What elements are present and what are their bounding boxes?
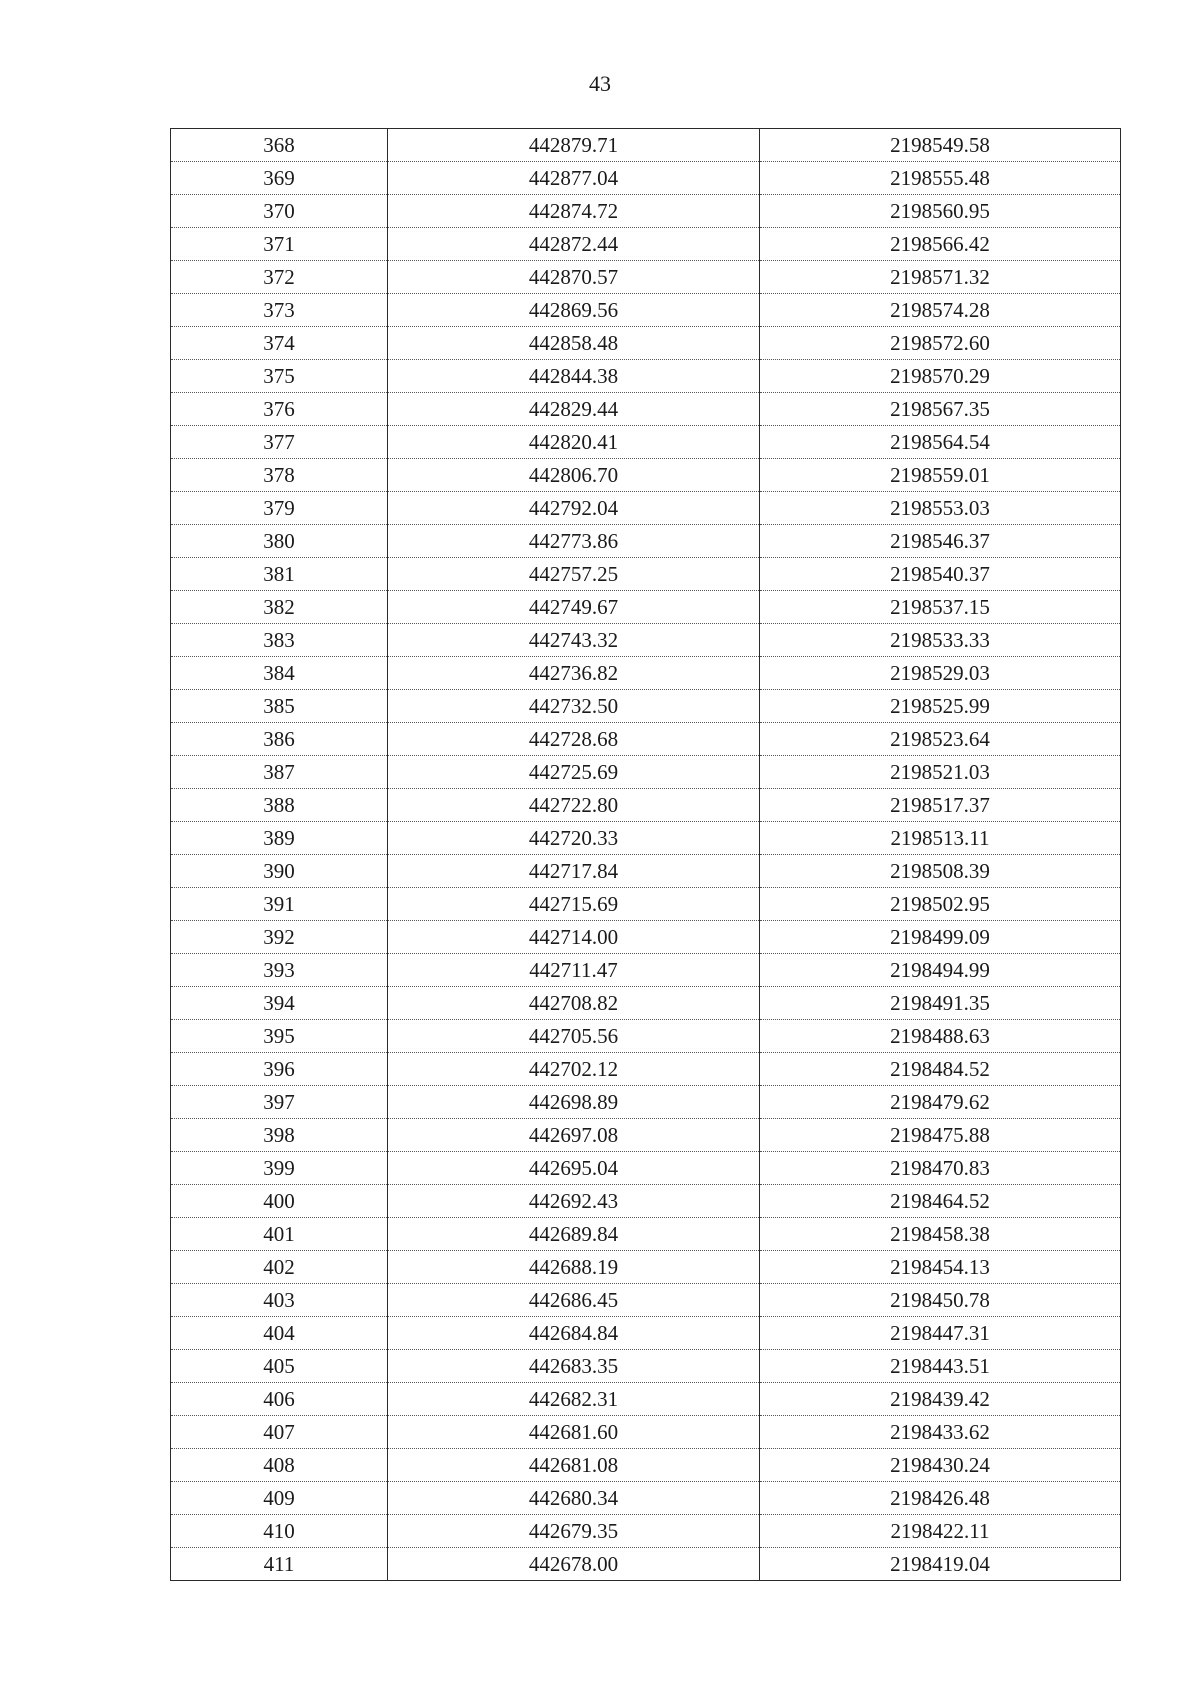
table-row [171, 591, 1121, 624]
x-coordinate-cell: 442697.08 [388, 1119, 760, 1152]
y-coordinate-cell: 2198559.01 [760, 459, 1121, 492]
y-coordinate-cell: 2198513.11 [760, 822, 1121, 855]
y-coordinate-cell: 2198499.09 [760, 921, 1121, 954]
table-row [171, 492, 1121, 525]
table-row [171, 1152, 1121, 1185]
x-coordinate-cell: 442844.38 [388, 360, 760, 393]
x-coordinate-cell: 442743.32 [388, 624, 760, 657]
table-row [171, 459, 1121, 492]
y-coordinate-cell: 2198422.11 [760, 1515, 1121, 1548]
point-number-cell: 381 [171, 558, 388, 591]
x-coordinate-cell: 442681.60 [388, 1416, 760, 1449]
point-number-cell: 388 [171, 789, 388, 822]
point-number-cell: 382 [171, 591, 388, 624]
x-coordinate-cell: 442879.71 [388, 129, 760, 162]
y-coordinate-cell: 2198555.48 [760, 162, 1121, 195]
x-coordinate-cell: 442757.25 [388, 558, 760, 591]
y-coordinate-cell: 2198450.78 [760, 1284, 1121, 1317]
x-coordinate-cell: 442682.31 [388, 1383, 760, 1416]
y-coordinate-cell: 2198488.63 [760, 1020, 1121, 1053]
table-row [171, 756, 1121, 789]
point-number-cell: 407 [171, 1416, 388, 1449]
x-coordinate-cell: 442872.44 [388, 228, 760, 261]
y-coordinate-cell: 2198484.52 [760, 1053, 1121, 1086]
y-coordinate-cell: 2198537.15 [760, 591, 1121, 624]
point-number-cell: 386 [171, 723, 388, 756]
x-coordinate-cell: 442736.82 [388, 657, 760, 690]
table-row [171, 888, 1121, 921]
x-coordinate-cell: 442829.44 [388, 393, 760, 426]
table-row [171, 1086, 1121, 1119]
point-number-cell: 377 [171, 426, 388, 459]
x-coordinate-cell: 442695.04 [388, 1152, 760, 1185]
y-coordinate-cell: 2198525.99 [760, 690, 1121, 723]
point-number-cell: 403 [171, 1284, 388, 1317]
y-coordinate-cell: 2198571.32 [760, 261, 1121, 294]
x-coordinate-cell: 442870.57 [388, 261, 760, 294]
y-coordinate-cell: 2198470.83 [760, 1152, 1121, 1185]
point-number-cell: 378 [171, 459, 388, 492]
x-coordinate-cell: 442683.35 [388, 1350, 760, 1383]
y-coordinate-cell: 2198426.48 [760, 1482, 1121, 1515]
table-row [171, 360, 1121, 393]
x-coordinate-cell: 442732.50 [388, 690, 760, 723]
point-number-cell: 398 [171, 1119, 388, 1152]
table-row [171, 1020, 1121, 1053]
y-coordinate-cell: 2198475.88 [760, 1119, 1121, 1152]
point-number-cell: 391 [171, 888, 388, 921]
x-coordinate-cell: 442717.84 [388, 855, 760, 888]
y-coordinate-cell: 2198553.03 [760, 492, 1121, 525]
y-coordinate-cell: 2198567.35 [760, 393, 1121, 426]
y-coordinate-cell: 2198491.35 [760, 987, 1121, 1020]
x-coordinate-cell: 442681.08 [388, 1449, 760, 1482]
x-coordinate-cell: 442680.34 [388, 1482, 760, 1515]
x-coordinate-cell: 442688.19 [388, 1251, 760, 1284]
table-row [171, 789, 1121, 822]
point-number-cell: 390 [171, 855, 388, 888]
x-coordinate-cell: 442708.82 [388, 987, 760, 1020]
table-row [171, 1383, 1121, 1416]
point-number-cell: 372 [171, 261, 388, 294]
y-coordinate-cell: 2198502.95 [760, 888, 1121, 921]
x-coordinate-cell: 442702.12 [388, 1053, 760, 1086]
point-number-cell: 387 [171, 756, 388, 789]
coordinates-table-body [171, 129, 1121, 1581]
y-coordinate-cell: 2198523.64 [760, 723, 1121, 756]
y-coordinate-cell: 2198479.62 [760, 1086, 1121, 1119]
y-coordinate-cell: 2198521.03 [760, 756, 1121, 789]
x-coordinate-cell: 442686.45 [388, 1284, 760, 1317]
point-number-cell: 406 [171, 1383, 388, 1416]
x-coordinate-cell: 442684.84 [388, 1317, 760, 1350]
table-row [171, 1218, 1121, 1251]
y-coordinate-cell: 2198546.37 [760, 525, 1121, 558]
table-row [171, 1053, 1121, 1086]
point-number-cell: 369 [171, 162, 388, 195]
y-coordinate-cell: 2198560.95 [760, 195, 1121, 228]
x-coordinate-cell: 442725.69 [388, 756, 760, 789]
point-number-cell: 395 [171, 1020, 388, 1053]
x-coordinate-cell: 442711.47 [388, 954, 760, 987]
point-number-cell: 408 [171, 1449, 388, 1482]
y-coordinate-cell: 2198464.52 [760, 1185, 1121, 1218]
point-number-cell: 373 [171, 294, 388, 327]
table-row [171, 195, 1121, 228]
x-coordinate-cell: 442720.33 [388, 822, 760, 855]
point-number-cell: 410 [171, 1515, 388, 1548]
point-number-cell: 380 [171, 525, 388, 558]
y-coordinate-cell: 2198574.28 [760, 294, 1121, 327]
x-coordinate-cell: 442679.35 [388, 1515, 760, 1548]
table-row [171, 855, 1121, 888]
point-number-cell: 374 [171, 327, 388, 360]
table-row [171, 1515, 1121, 1548]
x-coordinate-cell: 442689.84 [388, 1218, 760, 1251]
table-row [171, 129, 1121, 162]
x-coordinate-cell: 442749.67 [388, 591, 760, 624]
page-number: 43 [589, 71, 611, 96]
table-row [171, 1416, 1121, 1449]
table-row [171, 822, 1121, 855]
point-number-cell: 399 [171, 1152, 388, 1185]
point-number-cell: 383 [171, 624, 388, 657]
table-row [171, 294, 1121, 327]
y-coordinate-cell: 2198447.31 [760, 1317, 1121, 1350]
table-row [171, 228, 1121, 261]
point-number-cell: 376 [171, 393, 388, 426]
table-row [171, 558, 1121, 591]
y-coordinate-cell: 2198458.38 [760, 1218, 1121, 1251]
table-row [171, 1185, 1121, 1218]
table-row [171, 1548, 1121, 1581]
y-coordinate-cell: 2198572.60 [760, 327, 1121, 360]
x-coordinate-cell: 442806.70 [388, 459, 760, 492]
table-row [171, 525, 1121, 558]
y-coordinate-cell: 2198443.51 [760, 1350, 1121, 1383]
point-number-cell: 371 [171, 228, 388, 261]
table-row [171, 723, 1121, 756]
table-row [171, 162, 1121, 195]
point-number-cell: 392 [171, 921, 388, 954]
x-coordinate-cell: 442728.68 [388, 723, 760, 756]
point-number-cell: 411 [171, 1548, 388, 1581]
table-row [171, 1317, 1121, 1350]
point-number-cell: 384 [171, 657, 388, 690]
table-row [171, 1251, 1121, 1284]
x-coordinate-cell: 442858.48 [388, 327, 760, 360]
point-number-cell: 370 [171, 195, 388, 228]
x-coordinate-cell: 442722.80 [388, 789, 760, 822]
y-coordinate-cell: 2198549.58 [760, 129, 1121, 162]
y-coordinate-cell: 2198419.04 [760, 1548, 1121, 1581]
point-number-cell: 404 [171, 1317, 388, 1350]
y-coordinate-cell: 2198494.99 [760, 954, 1121, 987]
table-row [171, 1119, 1121, 1152]
x-coordinate-cell: 442773.86 [388, 525, 760, 558]
point-number-cell: 394 [171, 987, 388, 1020]
y-coordinate-cell: 2198517.37 [760, 789, 1121, 822]
point-number-cell: 368 [171, 129, 388, 162]
coordinates-table [170, 128, 1121, 1581]
x-coordinate-cell: 442714.00 [388, 921, 760, 954]
y-coordinate-cell: 2198566.42 [760, 228, 1121, 261]
y-coordinate-cell: 2198570.29 [760, 360, 1121, 393]
y-coordinate-cell: 2198439.42 [760, 1383, 1121, 1416]
table-row [171, 426, 1121, 459]
point-number-cell: 397 [171, 1086, 388, 1119]
table-row [171, 690, 1121, 723]
point-number-cell: 379 [171, 492, 388, 525]
y-coordinate-cell: 2198430.24 [760, 1449, 1121, 1482]
point-number-cell: 375 [171, 360, 388, 393]
x-coordinate-cell: 442869.56 [388, 294, 760, 327]
x-coordinate-cell: 442705.56 [388, 1020, 760, 1053]
x-coordinate-cell: 442792.04 [388, 492, 760, 525]
table-row [171, 1482, 1121, 1515]
table-row [171, 954, 1121, 987]
point-number-cell: 389 [171, 822, 388, 855]
x-coordinate-cell: 442877.04 [388, 162, 760, 195]
table-row [171, 327, 1121, 360]
point-number-cell: 401 [171, 1218, 388, 1251]
point-number-cell: 405 [171, 1350, 388, 1383]
x-coordinate-cell: 442678.00 [388, 1548, 760, 1581]
table-row [171, 657, 1121, 690]
table-row [171, 261, 1121, 294]
table-row [171, 921, 1121, 954]
table-row [171, 987, 1121, 1020]
point-number-cell: 400 [171, 1185, 388, 1218]
table-row [171, 1449, 1121, 1482]
point-number-cell: 396 [171, 1053, 388, 1086]
y-coordinate-cell: 2198433.62 [760, 1416, 1121, 1449]
y-coordinate-cell: 2198454.13 [760, 1251, 1121, 1284]
y-coordinate-cell: 2198533.33 [760, 624, 1121, 657]
y-coordinate-cell: 2198540.37 [760, 558, 1121, 591]
point-number-cell: 409 [171, 1482, 388, 1515]
y-coordinate-cell: 2198564.54 [760, 426, 1121, 459]
point-number-cell: 402 [171, 1251, 388, 1284]
table-row [171, 1284, 1121, 1317]
x-coordinate-cell: 442874.72 [388, 195, 760, 228]
x-coordinate-cell: 442715.69 [388, 888, 760, 921]
point-number-cell: 385 [171, 690, 388, 723]
table-row [171, 624, 1121, 657]
table-row [171, 393, 1121, 426]
y-coordinate-cell: 2198529.03 [760, 657, 1121, 690]
x-coordinate-cell: 442820.41 [388, 426, 760, 459]
point-number-cell: 393 [171, 954, 388, 987]
x-coordinate-cell: 442692.43 [388, 1185, 760, 1218]
y-coordinate-cell: 2198508.39 [760, 855, 1121, 888]
x-coordinate-cell: 442698.89 [388, 1086, 760, 1119]
table-row [171, 1350, 1121, 1383]
